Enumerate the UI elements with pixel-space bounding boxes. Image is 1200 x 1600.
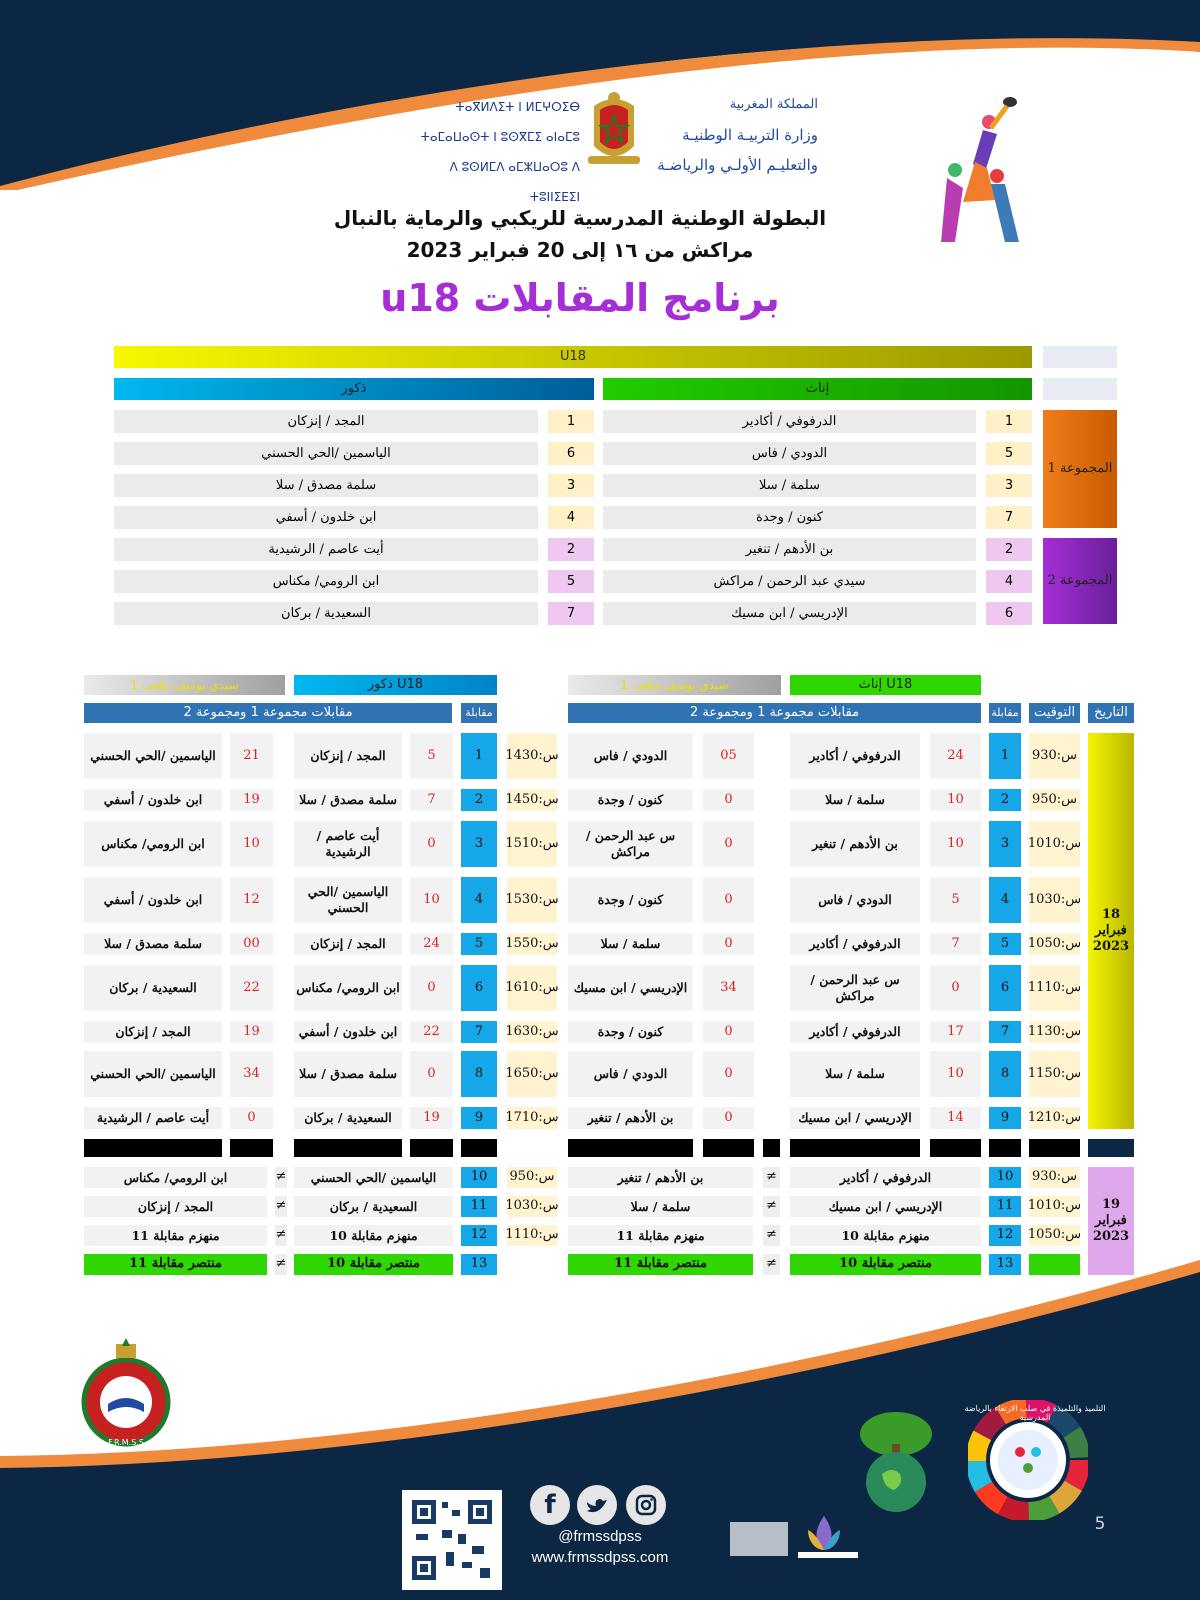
tifinagh-line-2: ⵜⴰⵎⴰⵡⴰⵙⵜ ⵏ ⵓⵙⴳⵎⵉ ⴰⵏⴰⵎⵓ xyxy=(420,130,580,144)
boys-day2-team-a: السعيدية / بركان xyxy=(294,1196,453,1217)
girls-score-b: 0 xyxy=(703,1021,754,1043)
girls-match-number: 6 xyxy=(989,965,1021,1011)
boys-seed-number: 3 xyxy=(548,474,594,497)
boys-team-name: أيت عاصم / الرشيدية xyxy=(114,538,538,561)
girls-team-name: الدرفوفي / أكادير xyxy=(603,410,976,433)
boys-match-column-header: مقابلة xyxy=(461,703,497,723)
boys-day2-time: 11س:10 xyxy=(507,1225,557,1246)
time-column-header: التوقيت xyxy=(1029,703,1080,723)
boys-team-b: المجد / إنزكان xyxy=(84,1021,222,1043)
boys-score-b: 19 xyxy=(230,789,273,811)
boys-team-b: ابن الرومي/ مكناس xyxy=(84,821,222,867)
girls-match-time: 11س:30 xyxy=(1029,1021,1080,1043)
arabic-line-1: المملكة المغربية xyxy=(729,97,818,112)
boys-day2-versus: ≠ xyxy=(275,1254,287,1275)
girls-day2-team-b: منتصر مقابلة 11 xyxy=(568,1254,753,1275)
girls-match-number: 7 xyxy=(989,1021,1021,1043)
boys-score-a: 5 xyxy=(410,733,453,779)
boys-day2-team-a: منهزم مقابلة 10 xyxy=(294,1225,453,1246)
boys-score-a: 24 xyxy=(410,933,453,955)
girls-team-b: الدودي / فاس xyxy=(568,1051,693,1097)
girls-team-name: سيدي عبد الرحمن / مراكش xyxy=(603,570,976,593)
boys-match-number: 6 xyxy=(461,965,497,1011)
facebook-icon[interactable]: f xyxy=(530,1485,570,1525)
coat-of-arms-icon xyxy=(582,90,646,174)
twitter-icon[interactable] xyxy=(577,1485,617,1525)
girls-match-number: 3 xyxy=(989,821,1021,867)
girls-team-a: س عبد الرحمن / مراكش xyxy=(790,965,920,1011)
boys-match-time: 15س:50 xyxy=(507,933,557,955)
boys-day2-versus: ≠ xyxy=(275,1225,287,1246)
girls-seed-number: 2 xyxy=(986,538,1032,561)
girls-day2-versus: ≠ xyxy=(763,1225,780,1246)
boys-seed-number: 2 xyxy=(548,538,594,561)
boys-team-a: المجد / إنزكان xyxy=(294,933,402,955)
girls-match-time: 9س:30 xyxy=(1029,733,1080,779)
date-column-header: التاريخ xyxy=(1088,703,1134,723)
separator-cell xyxy=(930,1139,981,1157)
boys-seed-number: 1 xyxy=(548,410,594,433)
girls-score-a: 5 xyxy=(930,877,981,923)
boys-match-number: 7 xyxy=(461,1021,497,1043)
girls-match-time: 10س:50 xyxy=(1029,933,1080,955)
girls-team-a: سلمة / سلا xyxy=(790,789,920,811)
separator-cell xyxy=(230,1139,273,1157)
girls-score-b: 0 xyxy=(703,789,754,811)
program-title: برنامج المقابلات u18 xyxy=(380,276,780,320)
boys-match-number: 9 xyxy=(461,1107,497,1129)
separator-cell xyxy=(989,1139,1021,1157)
girls-match-time: 10س:10 xyxy=(1029,821,1080,867)
girls-match-time: 9س:50 xyxy=(1029,789,1080,811)
girls-match-number: 2 xyxy=(989,789,1021,811)
girls-day2-team-a: منهزم مقابلة 10 xyxy=(790,1225,981,1246)
boys-day2-team-a: منتصر مقابلة 10 xyxy=(294,1254,453,1275)
boys-score-b: 12 xyxy=(230,877,273,923)
boys-team-name: السعيدية / بركان xyxy=(114,602,538,625)
girls-team-a: الدودي / فاس xyxy=(790,877,920,923)
girls-day2-match-number: 13 xyxy=(989,1254,1021,1275)
girls-team-b: س عبد الرحمن / مراكش xyxy=(568,821,693,867)
boys-seed-number: 7 xyxy=(548,602,594,625)
boys-team-b: ابن خلدون / أسفي xyxy=(84,789,222,811)
girls-score-a: 10 xyxy=(930,821,981,867)
boys-team-name: الياسمين /الحي الحسني xyxy=(114,442,538,465)
girls-day2-team-a: منتصر مقابلة 10 xyxy=(790,1254,981,1275)
boys-score-b: 34 xyxy=(230,1051,273,1097)
boys-score-a: 0 xyxy=(410,821,453,867)
girls-team-a: الدرفوفي / أكادير xyxy=(790,933,920,955)
girls-score-b: 0 xyxy=(703,1051,754,1097)
boys-team-a: ابن الرومي/ مكناس xyxy=(294,965,402,1011)
girls-day2-time: 9س:30 xyxy=(1029,1167,1080,1188)
boys-match-number: 4 xyxy=(461,877,497,923)
boys-day2-versus: ≠ xyxy=(275,1167,287,1188)
girls-score-b: 0 xyxy=(703,877,754,923)
boys-day2-versus: ≠ xyxy=(275,1196,287,1217)
boys-team-a: سلمة مصدق / سلا xyxy=(294,1051,402,1097)
boys-day2-match-number: 10 xyxy=(461,1167,497,1188)
boys-team-b: أيت عاصم / الرشيدية xyxy=(84,1107,222,1129)
girls-team-a: الإدريسي / ابن مسيك xyxy=(790,1107,920,1129)
girls-day2-team-a: الإدريسي / ابن مسيك xyxy=(790,1196,981,1217)
tifinagh-line-3: ⴷ ⵓⵙⵍⵎⴷ ⴰⵎⵣⵡⴰⵔⵓ ⴷ ⵜⵓⵏⵏⵉⴹⵉⵏ xyxy=(449,160,580,204)
girls-team-name: الدودي / فاس xyxy=(603,442,976,465)
boys-score-b: 0 xyxy=(230,1107,273,1129)
girls-team-name: الإدريسي / ابن مسيك xyxy=(603,602,976,625)
separator-cell xyxy=(763,1139,780,1157)
arabic-line-2: وزارة التربيـة الوطنيـة xyxy=(682,126,818,144)
boys-score-a: 0 xyxy=(410,965,453,1011)
boys-team-a: أيت عاصم / الرشيدية xyxy=(294,821,402,867)
boys-score-b: 10 xyxy=(230,821,273,867)
girls-team-b: كنون / وجدة xyxy=(568,877,693,923)
girls-match-number: 4 xyxy=(989,877,1021,923)
girls-match-number: 1 xyxy=(989,733,1021,779)
girls-team-a: الدرفوفي / أكادير xyxy=(790,1021,920,1043)
boys-score-a: 22 xyxy=(410,1021,453,1043)
boys-match-number: 1 xyxy=(461,733,497,779)
boys-matches-header: مقابلات مجموعة 1 ومجموعة 2 xyxy=(84,703,452,723)
girls-team-b: الإدريسي / ابن مسيك xyxy=(568,965,693,1011)
girls-team-b: كنون / وجدة xyxy=(568,1021,693,1043)
girls-day2-versus: ≠ xyxy=(763,1167,780,1188)
boys-team-name: المجد / إنزكان xyxy=(114,410,538,433)
boys-score-a: 10 xyxy=(410,877,453,923)
date-day-2: 19 فبراير 2023 xyxy=(1088,1167,1134,1275)
boys-team-a: ابن خلدون / أسفي xyxy=(294,1021,402,1043)
boys-score-a: 0 xyxy=(410,1051,453,1097)
boys-match-number: 8 xyxy=(461,1051,497,1097)
boys-seed-number: 4 xyxy=(548,506,594,529)
boys-day2-team-b: منهزم مقابلة 11 xyxy=(84,1225,267,1246)
girls-match-time: 11س:50 xyxy=(1029,1051,1080,1097)
girls-score-a: 14 xyxy=(930,1107,981,1129)
boys-match-number: 2 xyxy=(461,789,497,811)
boys-team-a: السعيدية / بركان xyxy=(294,1107,402,1129)
group-1-label: المجموعة 1 xyxy=(1043,410,1117,528)
girls-seed-number: 7 xyxy=(986,506,1032,529)
qr-code xyxy=(402,1490,502,1590)
boys-match-time: 14س:50 xyxy=(507,789,557,811)
girls-day2-versus: ≠ xyxy=(763,1196,780,1217)
boys-header: ذكور xyxy=(114,378,594,400)
corner-cell-2 xyxy=(1043,378,1117,400)
tifinagh-text xyxy=(420,92,580,212)
girls-schedule-header: إناث U18 xyxy=(790,675,981,695)
partner-logos-icon xyxy=(728,1510,860,1560)
girls-team-b: كنون / وجدة xyxy=(568,789,693,811)
girls-score-a: 17 xyxy=(930,1021,981,1043)
boys-team-b: السعيدية / بركان xyxy=(84,965,222,1011)
boys-day2-team-b: المجد / إنزكان xyxy=(84,1196,267,1217)
instagram-icon[interactable] xyxy=(626,1485,666,1525)
boys-day2-time: 10س:30 xyxy=(507,1196,557,1217)
boys-match-time: 16س:50 xyxy=(507,1051,557,1097)
date-separator xyxy=(1088,1139,1134,1157)
girls-day2-time: 10س:10 xyxy=(1029,1196,1080,1217)
qr-code-icon xyxy=(402,1490,502,1590)
boys-day2-match-number: 12 xyxy=(461,1225,497,1246)
girls-match-column-header: مقابلة xyxy=(989,703,1021,723)
event-subtitle: مراكش من ١٦ إلى 20 فبراير 2023 xyxy=(406,238,754,262)
ministry-text xyxy=(648,90,818,180)
boys-team-name: سلمة مصدق / سلا xyxy=(114,474,538,497)
boys-score-a: 7 xyxy=(410,789,453,811)
boys-team-b: الياسمين /الحي الحسني xyxy=(84,1051,222,1097)
boys-match-time: 17س:10 xyxy=(507,1107,557,1129)
girls-team-name: سلمة / سلا xyxy=(603,474,976,497)
boys-match-time: 16س:10 xyxy=(507,965,557,1011)
page-number: 5 xyxy=(1094,1514,1106,1534)
girls-match-time: 12س:10 xyxy=(1029,1107,1080,1129)
girls-day2-versus: ≠ xyxy=(763,1254,780,1275)
girls-score-a: 24 xyxy=(930,733,981,779)
girls-team-b: سلمة / سلا xyxy=(568,933,693,955)
boys-match-time: 15س:10 xyxy=(507,821,557,867)
girls-header: إناث xyxy=(603,378,1032,400)
girls-score-b: 0 xyxy=(703,821,754,867)
girls-match-number: 5 xyxy=(989,933,1021,955)
earth-tree-icon xyxy=(848,1408,944,1520)
girls-match-time: 11س:10 xyxy=(1029,965,1080,1011)
girls-seed-number: 4 xyxy=(986,570,1032,593)
girls-day2-team-b: بن الأدهم / تنغير xyxy=(568,1167,753,1188)
social-handle[interactable]: @frmssdpss xyxy=(558,1528,642,1545)
boys-team-a: سلمة مصدق / سلا xyxy=(294,789,402,811)
girls-score-a: 10 xyxy=(930,1051,981,1097)
girls-match-time: 10س:30 xyxy=(1029,877,1080,923)
boys-seed-number: 5 xyxy=(548,570,594,593)
girls-day2-match-number: 12 xyxy=(989,1225,1021,1246)
separator-cell xyxy=(410,1139,453,1157)
girls-team-b: بن الأدهم / تنغير xyxy=(568,1107,693,1129)
rugby-players-icon xyxy=(935,92,1030,252)
girls-seed-number: 6 xyxy=(986,602,1032,625)
girls-day2-match-number: 10 xyxy=(989,1167,1021,1188)
girls-score-b: 0 xyxy=(703,1107,754,1129)
boys-day2-match-number: 13 xyxy=(461,1254,497,1275)
girls-team-b: الدودي / فاس xyxy=(568,733,693,779)
boys-team-a: الياسمين /الحي الحسني xyxy=(294,877,402,923)
girls-team-a: بن الأدهم / تنغير xyxy=(790,821,920,867)
girls-day2-time: 10س:50 xyxy=(1029,1225,1080,1246)
girls-day2-match-number: 11 xyxy=(989,1196,1021,1217)
tifinagh-line-1: ⵜⴰⴳⵍⴷⵉⵜ ⵏ ⵍⵎⵖⵔⵉⴱ xyxy=(455,100,580,114)
separator-cell xyxy=(294,1139,402,1157)
girls-score-a: 10 xyxy=(930,789,981,811)
separator-cell xyxy=(84,1139,222,1157)
girls-score-a: 0 xyxy=(930,965,981,1011)
separator-cell xyxy=(703,1139,754,1157)
frmss-logo-icon xyxy=(80,1338,172,1450)
separator-cell xyxy=(568,1139,693,1157)
boys-match-number: 5 xyxy=(461,933,497,955)
boys-day2-team-b: ابن الرومي/ مكناس xyxy=(84,1167,267,1188)
boys-match-time: 14س:30 xyxy=(507,733,557,779)
boys-day2-team-a: الياسمين /الحي الحسني xyxy=(294,1167,453,1188)
girls-team-a: الدرفوفي / أكادير xyxy=(790,733,920,779)
boys-venue: سيدي يوسف ملعب 1 xyxy=(84,675,285,695)
girls-score-b: 0 xyxy=(703,933,754,955)
separator-cell xyxy=(790,1139,920,1157)
girls-team-a: سلمة / سلا xyxy=(790,1051,920,1097)
girls-seed-number: 3 xyxy=(986,474,1032,497)
boys-score-b: 00 xyxy=(230,933,273,955)
girls-score-a: 7 xyxy=(930,933,981,955)
girls-seed-number: 5 xyxy=(986,442,1032,465)
boys-team-a: المجد / إنزكان xyxy=(294,733,402,779)
boys-team-b: سلمة مصدق / سلا xyxy=(84,933,222,955)
date-day-1: 18 فبراير 2023 xyxy=(1088,733,1134,1129)
boys-schedule-header: ذكور U18 xyxy=(294,675,497,695)
girls-score-b: 05 xyxy=(703,733,754,779)
group-2-label: المجموعة 2 xyxy=(1043,538,1117,624)
boys-team-name: ابن خلدون / أسفي xyxy=(114,506,538,529)
girls-match-number: 9 xyxy=(989,1107,1021,1129)
boys-score-b: 21 xyxy=(230,733,273,779)
girls-day2-team-a: الدرفوفي / أكادير xyxy=(790,1167,981,1188)
girls-seed-number: 1 xyxy=(986,410,1032,433)
girls-score-b: 34 xyxy=(703,965,754,1011)
girls-day2-team-b: سلمة / سلا xyxy=(568,1196,753,1217)
boys-score-b: 19 xyxy=(230,1021,273,1043)
boys-day2-team-b: منتصر مقابلة 11 xyxy=(84,1254,267,1275)
boys-score-a: 19 xyxy=(410,1107,453,1129)
boys-team-b: الياسمين /الحي الحسني xyxy=(84,733,222,779)
girls-matches-header: مقابلات مجموعة 1 ومجموعة 2 xyxy=(568,703,981,723)
separator-cell xyxy=(1029,1139,1080,1157)
boys-day2-match-number: 11 xyxy=(461,1196,497,1217)
sdg-caption: التلميذ والتلميذة في صلب الارتقاء بالرياضة المدرسية xyxy=(964,1404,1106,1422)
boys-seed-number: 6 xyxy=(548,442,594,465)
arabic-line-3: والتعليـم الأولـي والرياضـة xyxy=(657,156,818,174)
boys-match-number: 3 xyxy=(461,821,497,867)
boys-team-b: ابن خلدون / أسفي xyxy=(84,877,222,923)
boys-day2-time: 9س:50 xyxy=(507,1167,557,1188)
girls-team-name: بن الأدهم / تنغير xyxy=(603,538,976,561)
girls-venue: سيدي يوسف ملعب 1 xyxy=(568,675,781,695)
corner-cell xyxy=(1043,346,1117,368)
girls-day2-team-b: منهزم مقابلة 11 xyxy=(568,1225,753,1246)
event-title: البطولة الوطنية المدرسية للريكبي والرماية بالنبال xyxy=(333,206,827,230)
boys-match-time: 16س:30 xyxy=(507,1021,557,1043)
boys-match-time: 15س:30 xyxy=(507,877,557,923)
boys-score-b: 22 xyxy=(230,965,273,1011)
frmss-logo-text: F.R.M.S.S xyxy=(108,1438,144,1447)
website-url[interactable]: www.frmssdpss.com xyxy=(531,1549,669,1566)
girls-match-number: 8 xyxy=(989,1051,1021,1097)
u18-bar: U18 xyxy=(114,346,1032,368)
boys-team-name: ابن الرومي/ مكناس xyxy=(114,570,538,593)
separator-cell xyxy=(461,1139,497,1157)
girls-team-name: كنون / وجدة xyxy=(603,506,976,529)
